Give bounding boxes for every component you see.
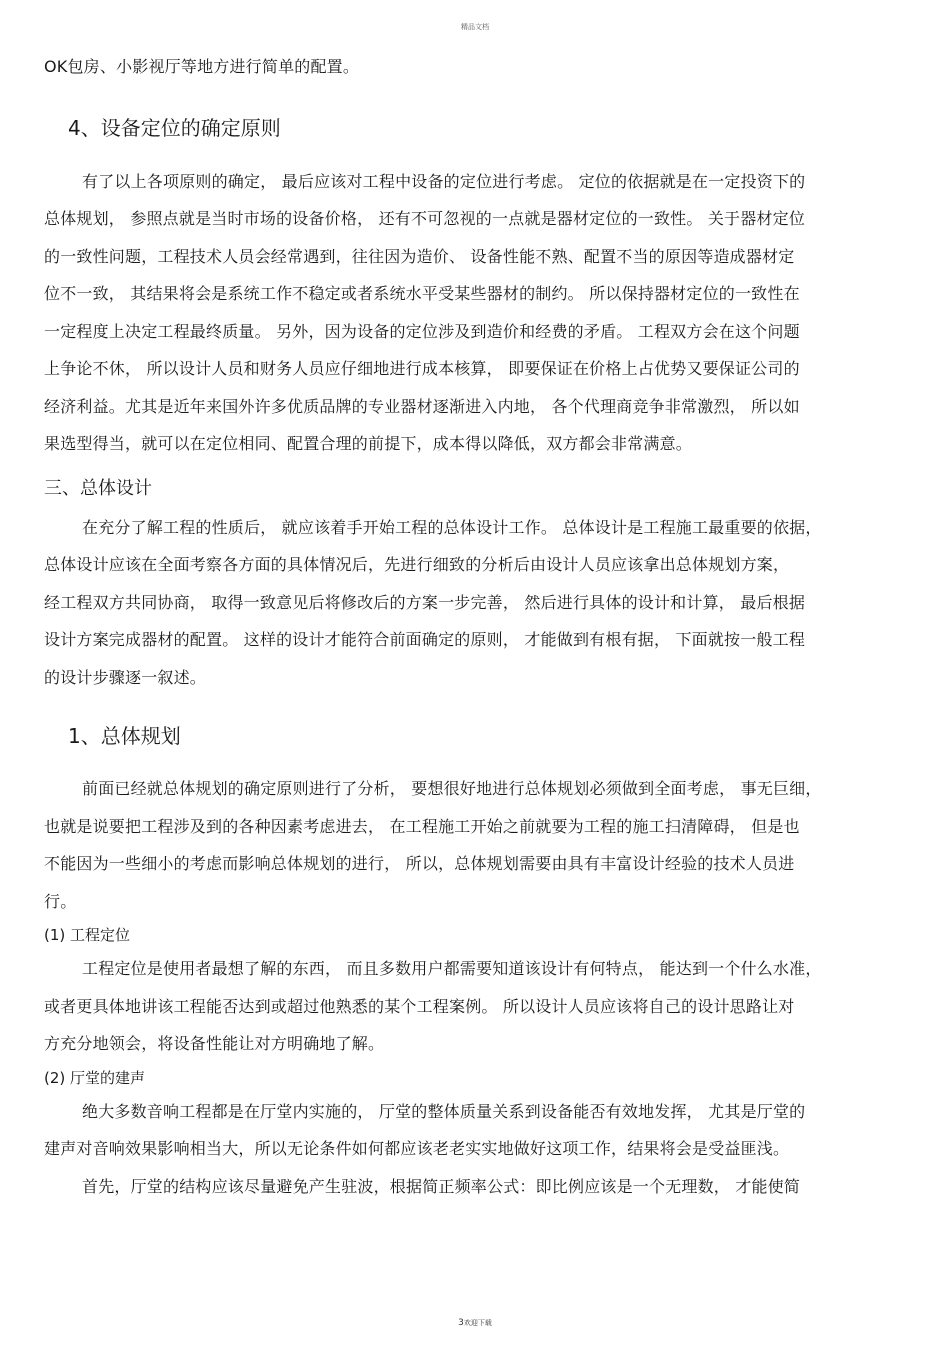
section-3-1-title: 1、总体规划: [68, 724, 181, 748]
paragraph-line: 也就是说要把工程涉及到的各种因素考虑进去， 在工程施工开始之前就要为工程的施工扫清障碍， 但是也: [44, 816, 800, 836]
paragraph-line: 绝大多数音响工程都是在厅堂内实施的， 厅堂的整体质量关系到设备能否有效地发挥， 尤其是厅堂的: [82, 1101, 806, 1121]
item-2-paragraph: [44, 1093, 916, 1206]
section-3-paragraph: [44, 509, 916, 697]
item-1-title: (1) 工程定位: [44, 926, 131, 944]
paragraph-line: 总体设计应该在全面考察各方面的具体情况后，先进行细致的分析后由设计人员应该拿出总体规划方案，: [44, 555, 790, 574]
section-3-1-paragraph: [44, 770, 916, 920]
document-body: [44, 52, 916, 1205]
paragraph-line: 设计方案完成器材的配置。 这样的设计才能符合前面确定的原则， 才能做到有根有据， 下面就按一般工程: [44, 630, 806, 649]
paragraph-line: 不能因为一些细小的考虑而影响总体规划的进行， 所以，总体规划需要由具有丰富设计经验的技术人员进: [44, 854, 795, 873]
page-number: 3: [458, 1318, 464, 1328]
paragraph-line: 建声对音响效果影响相当大，所以无论条件如何都应该老老实实地做好这项工作，结果将会是受益匪浅。: [44, 1139, 790, 1158]
paragraph-line: 上争论不休， 所以设计人员和财务人员应仔细地进行成本核算， 即要保证在价格上占优势又要保证公司的: [44, 359, 800, 378]
paragraph-line: 前面已经就总体规划的确定原则进行了分析， 要想很好地进行总体规划必须做到全面考虑， 事无巨细，: [82, 779, 822, 798]
header-note: 精品文档: [461, 23, 489, 31]
paragraph-line: 一定程度上决定工程最终质量。 另外，因为设备的定位涉及到造价和经费的矛盾。 工程双方会在这个问题: [44, 321, 800, 341]
paragraph-line: 总体规划， 参照点就是当时市场的设备价格， 还有不可忽视的一点就是器材定位的一致性。 关于器材定位: [44, 209, 806, 228]
paragraph-line: 方充分地领会，将设备性能让对方明确地了解。: [44, 1034, 385, 1053]
paragraph-line: 有了以上各项原则的确定， 最后应该对工程中设备的定位进行考虑。 定位的依据就是在一定投资下的: [82, 171, 806, 191]
paragraph-line: 果选型得当，就可以在定位相同、配置合理的前提下，成本得以降低，双方都会非常满意。: [44, 434, 693, 453]
intro-tail-line: OK包房、小影视厅等地方进行简单的配置。: [44, 57, 360, 76]
section-3-title: 三、总体设计: [44, 477, 152, 499]
paragraph-line: 工程定位是使用者最想了解的东西， 而且多数用户都需要知道该设计有何特点， 能达到一个什么水准，: [82, 959, 822, 978]
paragraph-line: 经济利益。尤其是近年来国外许多优质品牌的专业器材逐渐进入内地， 各个代理商竞争非常激烈， 所以如: [44, 396, 800, 416]
paragraph-line: 的一致性问题，工程技术人员会经常遇到，往往因为造价、 设备性能不熟、配置不当的原因等造成器材定: [44, 246, 795, 266]
item-2-title: (2) 厅堂的建声: [44, 1068, 146, 1087]
page-footer: [0, 1318, 950, 1328]
paragraph-line: 在充分了解工程的性质后， 就应该着手开始工程的总体设计工作。 总体设计是工程施工最重要的依据，: [82, 517, 822, 537]
paragraph-line: 的设计步骤逐一叙述。: [44, 667, 207, 687]
paragraph-line: 位不一致， 其结果将会是系统工作不稳定或者系统水平受某些器材的制约。 所以保持器材定位的一致性在: [44, 284, 800, 303]
section-4-paragraph: [44, 163, 916, 463]
footer-note: 欢迎下载: [463, 1319, 492, 1327]
paragraph-line: 首先，厅堂的结构应该尽量避免产生驻波，根据简正频率公式：即比例应该是一个无理数， 才能使简: [82, 1176, 801, 1196]
paragraph-line: 或者更具体地讲该工程能否达到或超过他熟悉的某个工程案例。 所以设计人员应该将自己的设计思路让对: [44, 996, 795, 1016]
section-4-title: 4、设备定位的确定原则: [68, 115, 281, 140]
paragraph-line: 行。: [44, 891, 77, 911]
item-1-paragraph: [44, 950, 916, 1063]
paragraph-line: 经工程双方共同协商， 取得一致意见后将修改后的方案一步完善， 然后进行具体的设计和计算， 最后根据: [44, 592, 806, 612]
